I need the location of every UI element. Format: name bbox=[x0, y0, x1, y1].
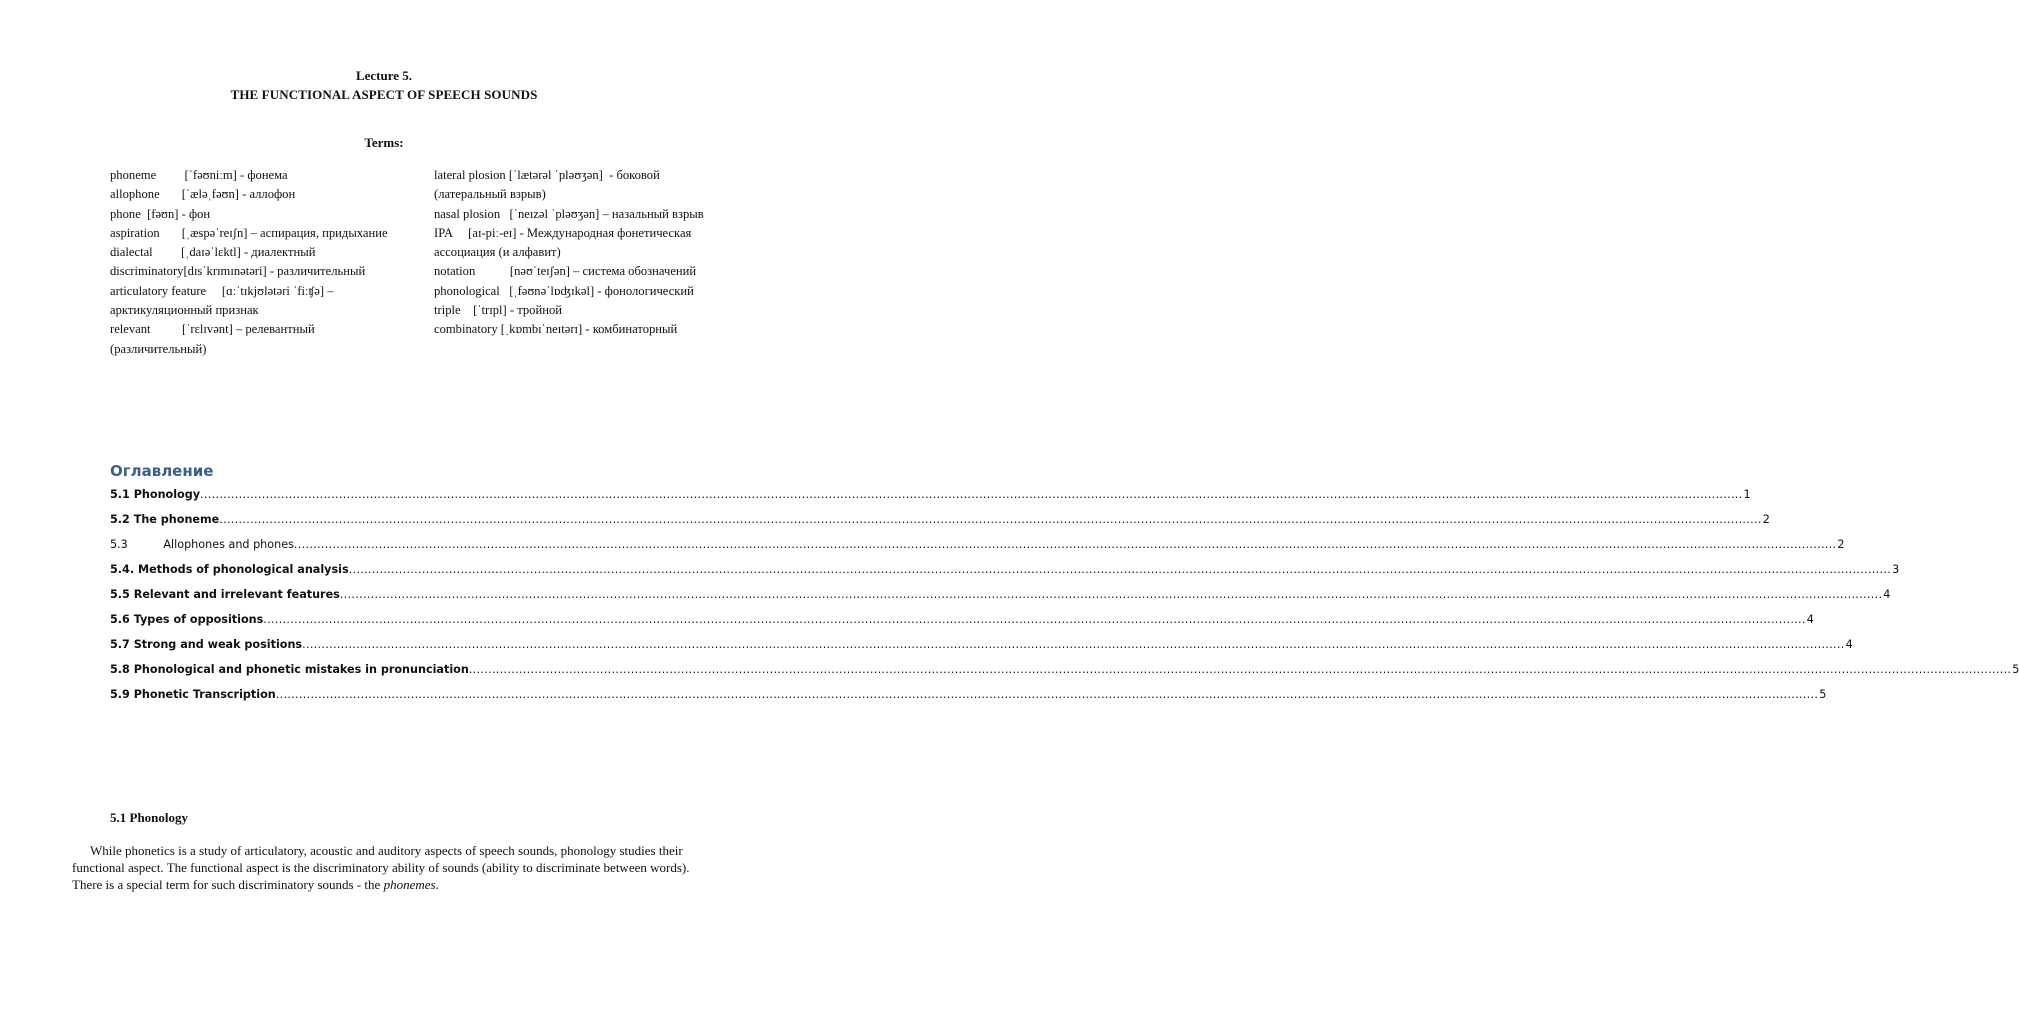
body-paragraph bbox=[72, 842, 712, 893]
term-entry: discriminatory[dɪsˈkrɪmɪnətəri] - различительный bbox=[110, 264, 366, 279]
term-entry: notation [nəʊˈteɪʃən] – система обозначений bbox=[434, 264, 697, 279]
toc-entry-methods[interactable] bbox=[110, 563, 1900, 588]
toc-leader-dots: ................................................................................................................................................................................................................................................................................................................................................................................................................ bbox=[468, 663, 2012, 676]
paragraph-emphasis: phonemes bbox=[383, 877, 436, 892]
toc-entry-phonology[interactable] bbox=[110, 488, 1751, 513]
toc-page-number: 1 bbox=[1743, 488, 1751, 501]
toc-entry-allophones[interactable] bbox=[110, 538, 1845, 563]
toc-leader-dots: ................................................................................................................................................................................................................................................................................................................................................................................................................ bbox=[275, 688, 1819, 701]
term-entry: aspiration [ˌæspəˈreɪʃn] – аспирация, придыхание bbox=[110, 225, 388, 240]
toc-leader-dots: ................................................................................................................................................................................................................................................................................................................................................................................................................ bbox=[339, 588, 1883, 601]
toc-page-number: 2 bbox=[1762, 513, 1770, 526]
term-entry: phoneme [ˈfəʊniːm] - фонема bbox=[110, 168, 288, 182]
toc-leader-dots: ................................................................................................................................................................................................................................................................................................................................................................................................................ bbox=[263, 613, 1806, 626]
toc-page-number: 2 bbox=[1837, 538, 1845, 551]
toc-entry-mistakes[interactable] bbox=[110, 663, 2019, 688]
toc-entry-oppositions[interactable] bbox=[110, 613, 1814, 638]
term-entry: nasal plosion [ˈneɪzəl ˈpləʊʒən] – назальный взрыв bbox=[434, 206, 704, 221]
toc-entry-label: 5.1 Phonology bbox=[110, 488, 201, 501]
toc-entry-label: 5.5 Relevant and irrelevant features bbox=[110, 588, 340, 601]
toc-entry-transcription[interactable] bbox=[110, 688, 1827, 713]
toc-entry-positions[interactable] bbox=[110, 638, 1853, 663]
toc-leader-dots: ................................................................................................................................................................................................................................................................................................................................................................................................................ bbox=[302, 638, 1845, 651]
paragraph-text: While phonetics is a study of articulatory, acoustic and auditory aspects of speech sounds, phonology studies their functional aspect. The functional aspect is the discriminatory ability of sounds (ability to discriminate between words). There is a special term for such discriminatory sounds - the bbox=[72, 843, 690, 892]
term-entry: combinatory [ˌkɒmbɪˈneɪtərɪ] - комбинаторный bbox=[434, 322, 678, 337]
toc-page-number: 4 bbox=[1806, 613, 1814, 626]
section-heading: 5.1 Phonology bbox=[110, 810, 189, 825]
toc-entry-label: 5.2 The phoneme bbox=[110, 513, 220, 526]
terms-right-column bbox=[434, 166, 734, 340]
toc-leader-dots: ................................................................................................................................................................................................................................................................................................................................................................................................................ bbox=[200, 488, 1743, 501]
term-entry: allophone [ˈæləˌfəʊn] - аллофон bbox=[110, 187, 296, 202]
term-entry: IPA [aɪ-piː-eɪ] - Международная фонетическая ассоциация (и алфавит) bbox=[434, 225, 695, 260]
toc-entry-relevant-features[interactable] bbox=[110, 588, 1891, 613]
toc-leader-dots: ................................................................................................................................................................................................................................................................................................................................................................................................................ bbox=[293, 538, 1837, 551]
table-of-contents bbox=[110, 488, 2019, 713]
terms-left-column bbox=[110, 166, 410, 359]
page-title: THE FUNCTIONAL ASPECT OF SPEECH SOUNDS bbox=[230, 87, 538, 102]
lecture-label: Lecture 5. bbox=[355, 68, 413, 83]
toc-entry-label: 5.9 Phonetic Transcription bbox=[110, 688, 276, 701]
paragraph-end: . bbox=[435, 877, 439, 892]
toc-page-number: 3 bbox=[1892, 563, 1900, 576]
terms-heading: Terms: bbox=[364, 135, 404, 150]
term-entry: relevant [ˈrɛlɪvənt] – релевантный (различительный) bbox=[110, 322, 318, 356]
term-entry: lateral plosion [ˈlætərəl ˈpləʊʒən] - боковой (латеральный взрыв) bbox=[434, 168, 663, 202]
toc-page-number: 4 bbox=[1845, 638, 1853, 651]
toc-page-number: 5 bbox=[1819, 688, 1827, 701]
term-entry: dialectal [ˌdaɪəˈlɛktl] - диалектный bbox=[110, 245, 316, 260]
toc-leader-dots: ................................................................................................................................................................................................................................................................................................................................................................................................................ bbox=[348, 563, 1892, 576]
term-entry: articulatory feature [ɑːˈtɪkjʊlətəri ˈfiːʧə] – арктикуляционный признак bbox=[110, 283, 337, 318]
toc-heading: Оглавление bbox=[110, 462, 214, 480]
term-entry: phonological [ˌfəʊnəˈlɒʤɪkəl] - фонологический bbox=[434, 283, 694, 298]
term-entry: triple [ˈtrɪpl] - тройной bbox=[434, 303, 562, 318]
toc-entry-label: 5.7 Strong and weak positions bbox=[110, 638, 303, 651]
toc-entry-label: 5.3 Allophones and phones bbox=[110, 538, 294, 551]
toc-entry-label: 5.6 Types of oppositions bbox=[110, 613, 264, 626]
toc-leader-dots: ................................................................................................................................................................................................................................................................................................................................................................................................................ bbox=[219, 513, 1762, 526]
term-entry: phone [fəʊn] - фон bbox=[110, 206, 211, 221]
toc-page-number: 5 bbox=[2012, 663, 2019, 676]
toc-page-number: 4 bbox=[1883, 588, 1891, 601]
toc-entry-label: 5.8 Phonological and phonetic mistakes in pronunciation bbox=[110, 663, 469, 676]
toc-entry-label: 5.4. Methods of phonological analysis bbox=[110, 563, 349, 576]
toc-entry-phoneme[interactable] bbox=[110, 513, 1770, 538]
